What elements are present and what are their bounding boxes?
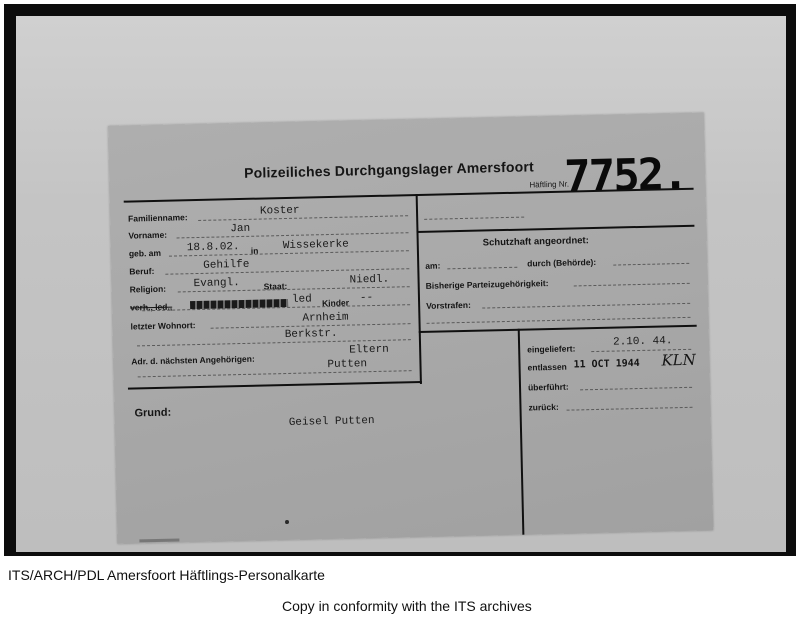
beruf-value: Gehilfe: [203, 258, 250, 272]
entlassen-handwritten-note: KLN: [661, 350, 696, 370]
staat-value: Niedl.: [349, 273, 390, 287]
strasse-value: Berkstr.: [284, 327, 338, 342]
field-line: [574, 283, 690, 287]
left-bottom-rule: [128, 381, 422, 390]
conformity-caption: Copy in conformity with the ITS archives: [282, 598, 532, 614]
prisoner-number: 7752.: [563, 148, 688, 203]
zurueck-label: zurück:: [528, 401, 559, 413]
source-caption: ITS/ARCH/PDL Amersfoort Häftlings-Personalkarte: [8, 567, 325, 583]
field-line: [567, 407, 693, 411]
religion-label: Religion:: [129, 283, 167, 295]
partei-label: Bisherige Parteizugehörigkeit:: [425, 278, 549, 291]
card-title: Polizeiliches Durchgangslager Amersfoort: [243, 158, 535, 181]
geburtsdatum-value: 18.8.02.: [186, 241, 240, 255]
eingeliefert-label: eingeliefert:: [527, 343, 576, 355]
staat-label: Staat:: [263, 280, 288, 292]
prisoner-index-card: [108, 112, 713, 543]
right-middle-rule: [419, 325, 697, 333]
angehoerige-value-1: Eltern: [349, 343, 389, 357]
wohnort-value: Arnheim: [302, 311, 349, 325]
field-line: [613, 263, 689, 266]
kinder-value: --: [359, 292, 374, 305]
right-lower-vertical-rule: [518, 329, 525, 535]
wohnort-label: letzter Wohnort:: [130, 320, 196, 332]
religion-value: Evangl.: [193, 277, 240, 291]
field-line: [427, 317, 691, 324]
field-line: [482, 303, 690, 309]
eingeliefert-value: 2.10. 44.: [612, 335, 673, 349]
am-label: am:: [425, 260, 441, 271]
schutzhaft-label: Schutzhaft angeordnet:: [482, 235, 589, 249]
grund-label: Grund:: [134, 406, 172, 420]
geburtsort-label: in: [250, 245, 259, 256]
angehoerige-value-2: Putten: [327, 358, 368, 372]
scanned-photo-frame: [4, 4, 796, 556]
center-vertical-rule: [416, 194, 422, 384]
field-line: [177, 232, 409, 238]
durch-behoerde-label: durch (Behörde):: [527, 256, 597, 269]
familienstand-value: led: [291, 293, 312, 306]
beruf-label: Beruf:: [129, 265, 155, 277]
familienname-label: Familienname:: [127, 212, 188, 224]
angehoerige-label: Adr. d. nächsten Angehörigen:: [131, 353, 255, 367]
geburt-label: geb. am: [128, 247, 162, 259]
familienstand-label: verh., led.,: [130, 301, 173, 313]
vorstrafen-label: Vorstrafen:: [426, 299, 471, 311]
photo-background: [16, 16, 786, 552]
ink-spot: [285, 520, 289, 524]
grund-value: Geisel Putten: [288, 415, 375, 429]
printer-mark: [139, 538, 179, 542]
field-line: [198, 215, 408, 221]
haeftling-number-label: Häftling Nr.: [529, 179, 570, 190]
kinder-label: Kinder: [321, 297, 350, 309]
ueberfuehrt-label: überführt:: [527, 381, 569, 393]
vorname-value: Jan: [230, 222, 251, 236]
right-top-rule: [416, 225, 694, 233]
field-line: [138, 370, 412, 377]
familienname-value: Koster: [259, 204, 300, 218]
vorname-label: Vorname:: [128, 229, 168, 241]
entlassen-date-stamp: 11 OCT 1944: [573, 357, 640, 371]
field-line: [424, 217, 524, 220]
field-line: [580, 387, 692, 391]
geburtsort-value: Wissekerke: [282, 238, 349, 253]
entlassen-label: entlassen: [527, 361, 567, 373]
field-line: [447, 267, 517, 270]
